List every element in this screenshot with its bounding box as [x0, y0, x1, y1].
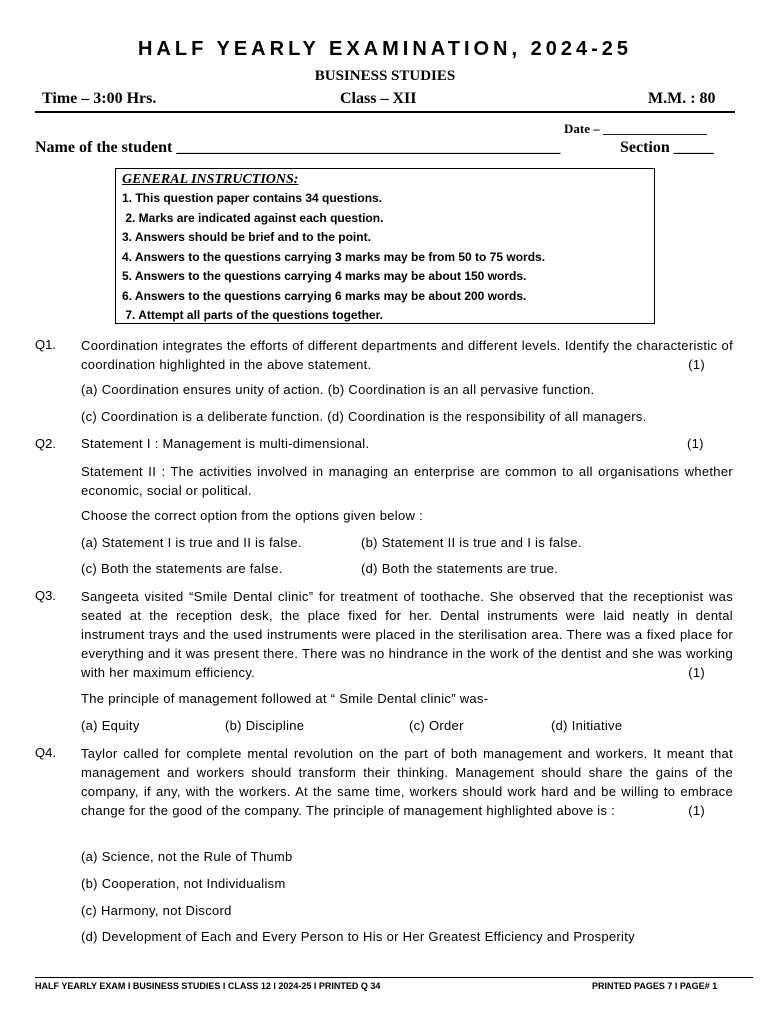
option-d: (d) Initiative [551, 718, 623, 733]
statement-2: Statement II : The activities involved in managing an enterprise are common to all organisations whether economic, social or political. [81, 464, 733, 498]
option-a: (a) Equity [81, 718, 140, 733]
question-marks: (1) [688, 357, 705, 372]
instruction-item: 5. Answers to the questions carrying 4 marks may be about 150 words. [122, 269, 527, 283]
option-d: (d) Both the statements are true. [361, 561, 559, 576]
footer-divider [35, 977, 753, 978]
option-d: (d) Development of Each and Every Person to His or Her Greatest Efficiency and Prosperity [81, 929, 635, 944]
exam-title: HALF YEARLY EXAMINATION, 2024-25 [137, 38, 633, 60]
footer-info: HALF YEARLY EXAM I BUSINESS STUDIES I CLASS 12 I 2024-25 I PRINTED Q 34 [35, 981, 381, 991]
option-b: (b) Statement II is true and I is false. [361, 535, 582, 550]
question-text: Coordination integrates the efforts of different departments and different levels. Identify the characteristic of coordination highlighted in the above statement. [81, 338, 733, 372]
option-a: (a) Science, not the Rule of Thumb [81, 849, 293, 864]
question-text: Sangeeta visited “Smile Dental clinic” for treatment of toothache. She observed that the receptionist was seated at the reception desk, the place fixed for her. Dental instruments were laid neatly in dental instrument trays and the used instruments were placed in the sterilisation area. There was a fixed place for everything and it was present there. There was no hindrance in the work of the dentist and she was working with her maximum efficiency. [81, 589, 733, 680]
header-divider [35, 111, 735, 113]
question-number: Q2. [35, 436, 56, 451]
option-c: (c) Order [409, 718, 464, 733]
statement-1: Statement I : Management is multi-dimensional. [81, 436, 370, 451]
instruction-item: 2. Marks are indicated against each question. [122, 210, 384, 225]
time-allowed: Time – 3:00 Hrs. [42, 90, 157, 107]
instruction-item: 4. Answers to the questions carrying 3 marks may be from 50 to 75 words. [122, 249, 546, 264]
question-text: Taylor called for complete mental revolution on the part of both management and workers. It meant that management and workers should transform their thinking. Management should share the gains of the company, if any, with the workers. At the same time, workers should work hard and be willing to embrace change for the good of the company. The principle of management highlighted above is : [81, 746, 733, 818]
student-name-field: Name of the student ________________________________________________ [35, 139, 561, 156]
option-c: (c) Harmony, not Discord [81, 903, 232, 918]
question-number: Q1. [35, 337, 56, 352]
question-number: Q4. [35, 745, 56, 760]
option-b: (b) Cooperation, not Individualism [81, 876, 286, 891]
option-line: (c) Coordination is a deliberate function. (d) Coordination is the responsibility of all managers. [81, 409, 647, 424]
section-field: Section _____ [620, 139, 714, 156]
question-4 [81, 744, 733, 820]
max-marks: M.M. : 80 [648, 90, 716, 107]
question-3 [81, 587, 733, 682]
question-1 [81, 336, 733, 374]
option-a: (a) Statement I is true and II is false. [81, 535, 302, 550]
question-prompt: The principle of management followed at “ Smile Dental clinic” was- [81, 691, 489, 706]
question-prompt: Choose the correct option from the options given below : [81, 508, 423, 523]
date-field: Date – ________________ [564, 121, 707, 136]
question-marks: (1) [688, 803, 705, 818]
class-label: Class – XII [340, 90, 417, 107]
subject-title: BUSINESS STUDIES [314, 68, 456, 84]
instruction-item: 1. This question paper contains 34 questions. [122, 191, 383, 205]
instruction-item: 6. Answers to the questions carrying 6 marks may be about 200 words. [122, 288, 527, 303]
option-b: (b) Discipline [225, 718, 305, 733]
general-instructions-box [115, 168, 655, 324]
option-line: (a) Coordination ensures unity of action. (b) Coordination is an all pervasive function. [81, 382, 595, 397]
question-marks: (1) [687, 436, 704, 451]
instruction-item: 3. Answers should be brief and to the point. [122, 230, 371, 244]
option-c: (c) Both the statements are false. [81, 561, 283, 576]
page-number: PRINTED PAGES 7 I PAGE# 1 [592, 981, 718, 991]
instructions-heading: GENERAL INSTRUCTIONS: [122, 172, 299, 187]
question-number: Q3. [35, 588, 56, 603]
question-marks: (1) [688, 665, 705, 680]
instruction-item: 7. Attempt all parts of the questions together. [122, 308, 383, 322]
